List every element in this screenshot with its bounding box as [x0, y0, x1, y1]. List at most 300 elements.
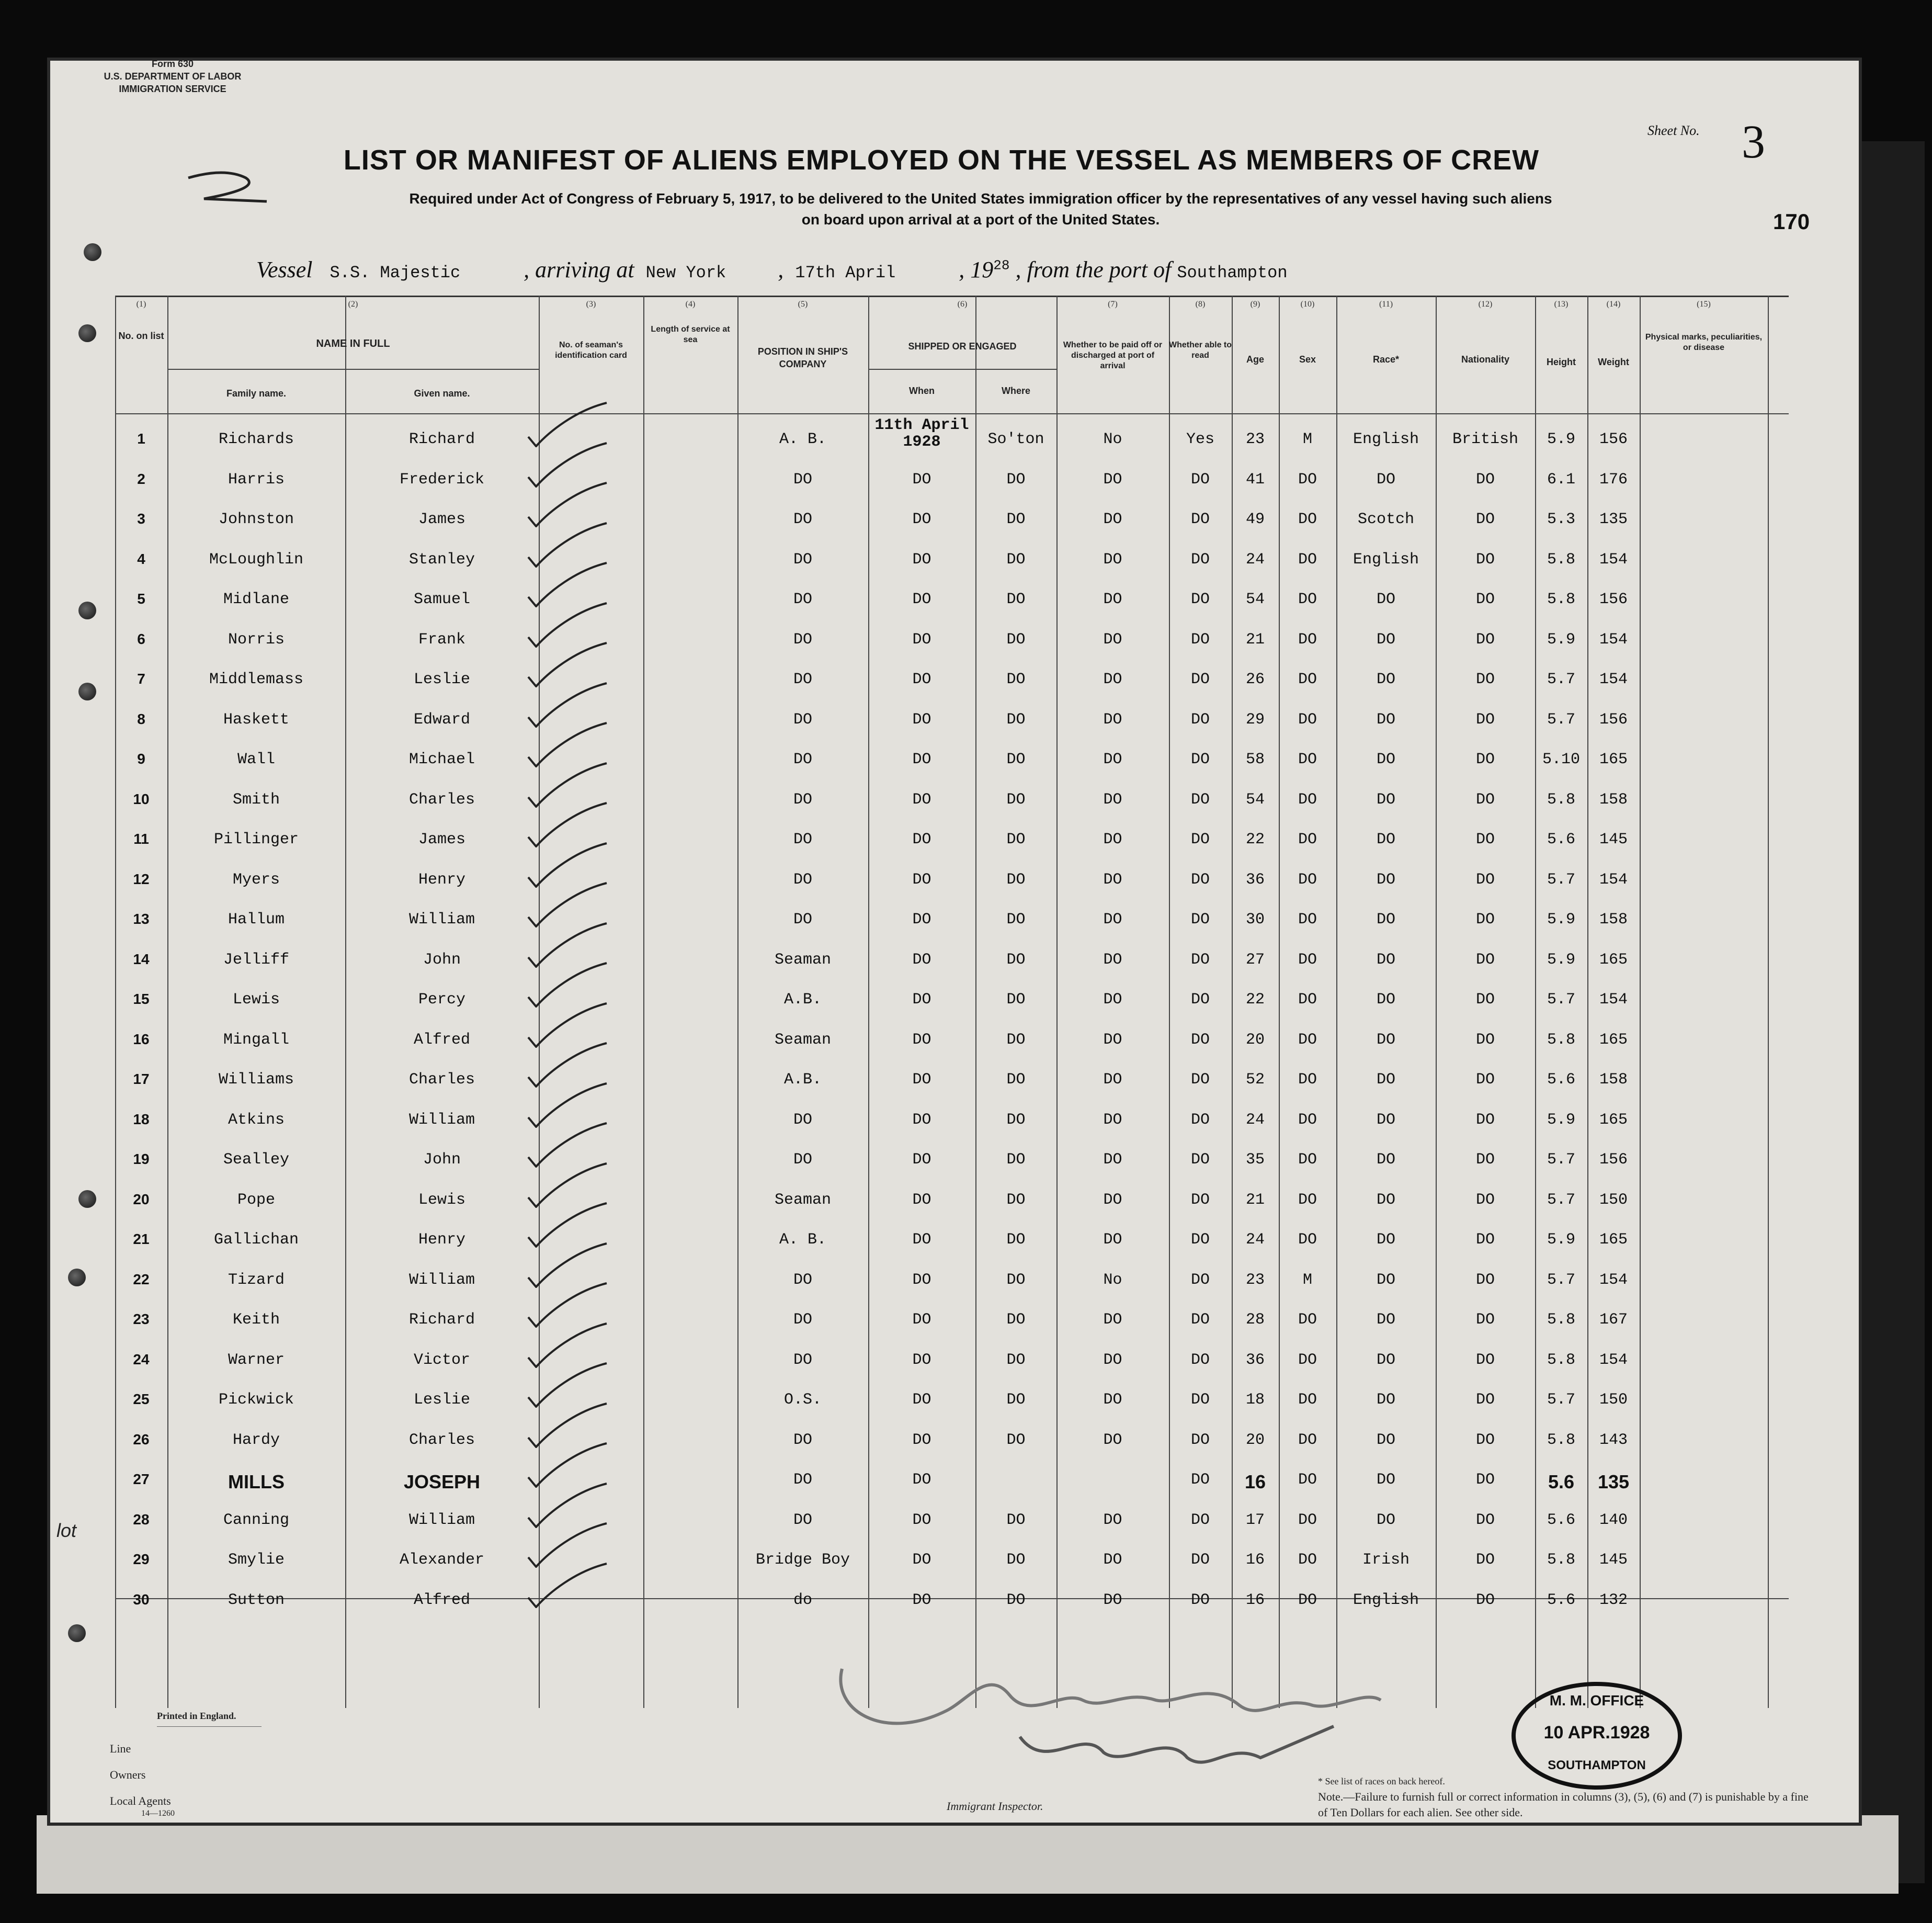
cell-family: Pope	[237, 1191, 275, 1209]
cell-no: 6	[137, 630, 145, 647]
cell-position: Seaman	[774, 1031, 832, 1049]
cell-position: DO	[793, 1511, 812, 1529]
owners-label: Owners	[110, 1768, 146, 1781]
header-race: Race*	[1372, 354, 1400, 365]
table-row	[115, 461, 1789, 501]
cell-when: DO	[912, 1031, 931, 1049]
cell-where: DO	[1006, 710, 1026, 729]
cell-no: 9	[137, 751, 145, 767]
cell-sex: DO	[1298, 1151, 1317, 1169]
cell-read: DO	[1190, 550, 1210, 569]
cell-given: Charles	[408, 1431, 475, 1449]
cell-age: 58	[1245, 751, 1265, 768]
cell-family: Johnston	[218, 511, 294, 528]
cell-paid: DO	[1103, 870, 1122, 889]
table-row	[115, 862, 1789, 901]
header-height: Height	[1547, 357, 1576, 367]
cell-age: 35	[1245, 1151, 1265, 1169]
cell-weight: 156	[1599, 591, 1628, 608]
cell-where: DO	[1006, 911, 1026, 929]
cell-when: 11th April 1928	[874, 416, 969, 451]
cell-height: 5.7	[1547, 991, 1575, 1009]
cell-when: DO	[912, 550, 931, 569]
cell-age: 54	[1245, 591, 1265, 608]
cell-position: DO	[793, 1351, 812, 1369]
binder-hole	[78, 683, 96, 700]
cell-weight: 143	[1599, 1431, 1628, 1449]
cell-when: DO	[912, 911, 931, 929]
cell-when: DO	[912, 1311, 931, 1329]
cell-family: Haskett	[223, 710, 290, 729]
cell-weight: 154	[1599, 991, 1628, 1009]
cell-read: DO	[1190, 1511, 1210, 1529]
cell-position: DO	[793, 630, 812, 649]
arriving-label: , arriving at	[524, 257, 634, 282]
from-port-label: , from the port of	[1015, 257, 1172, 282]
cell-read: DO	[1190, 1551, 1210, 1569]
cell-no: 16	[133, 1031, 150, 1047]
cell-when: DO	[912, 870, 931, 889]
cell-where: DO	[1006, 1271, 1026, 1289]
table-row	[115, 702, 1789, 741]
vessel-name: S.S. Majestic	[329, 263, 461, 282]
cell-weight: 150	[1599, 1391, 1628, 1409]
form-number: Form 630	[151, 59, 194, 69]
header-no: No. on list	[118, 331, 164, 341]
table-row	[115, 782, 1789, 821]
cell-no: 7	[137, 671, 145, 687]
cell-family: Richards	[218, 431, 294, 448]
cell-where: DO	[1006, 870, 1026, 889]
colnum-11: (11)	[1379, 300, 1393, 309]
cell-when: DO	[912, 591, 931, 608]
table-row	[115, 541, 1789, 581]
cell-given: William	[408, 1111, 475, 1129]
table-row	[115, 821, 1789, 861]
binder-hole	[78, 1190, 96, 1208]
cell-where: DO	[1006, 751, 1026, 768]
colnum-13: (13)	[1554, 300, 1569, 309]
cell-sex: DO	[1298, 790, 1317, 809]
cell-paid: DO	[1103, 1231, 1122, 1249]
cell-age: 29	[1245, 710, 1265, 729]
year-label: , 19	[959, 257, 994, 282]
cell-where: DO	[1006, 1151, 1026, 1169]
cell-height: 5.7	[1547, 671, 1575, 688]
cell-race: DO	[1376, 991, 1395, 1009]
cell-sex: M	[1302, 1271, 1312, 1289]
page-subtitle	[262, 188, 1700, 230]
colnum-3: (3)	[586, 300, 596, 309]
header-shipped: SHIPPED OR ENGAGED	[908, 341, 1017, 352]
cell-paid: No	[1103, 1271, 1122, 1289]
office-stamp	[1511, 1682, 1682, 1790]
cell-given: JOSEPH	[403, 1471, 481, 1492]
cell-position: Seaman	[774, 951, 832, 969]
cell-position: A.B.	[783, 1071, 822, 1089]
table-row	[115, 1061, 1789, 1101]
cell-height: 5.7	[1547, 870, 1575, 889]
cell-family: Jelliff	[223, 951, 290, 969]
cell-weight: 156	[1599, 710, 1628, 729]
cell-weight: 154	[1599, 1351, 1628, 1369]
printed-in-label: Printed in England.	[157, 1711, 236, 1721]
cell-where: DO	[1006, 951, 1026, 969]
cell-race: DO	[1376, 1351, 1395, 1369]
cell-height: 5.8	[1547, 591, 1575, 608]
cell-read: DO	[1190, 1191, 1210, 1209]
colnum-6: (6)	[957, 300, 968, 309]
cell-sex: DO	[1298, 630, 1317, 649]
cell-height: 5.6	[1547, 831, 1575, 849]
cell-read: DO	[1190, 1591, 1210, 1609]
cell-no: 30	[133, 1591, 150, 1608]
cell-when: DO	[912, 991, 931, 1009]
cell-paid: DO	[1103, 1111, 1122, 1129]
table-row	[115, 1502, 1789, 1542]
arrival-year: 28	[993, 257, 1010, 274]
table-row	[115, 1102, 1789, 1141]
cell-height: 5.8	[1547, 1431, 1575, 1449]
cell-when: DO	[912, 671, 931, 688]
header-where: Where	[1001, 386, 1030, 396]
cell-when: DO	[912, 1391, 931, 1409]
cell-race: DO	[1376, 591, 1395, 608]
table-row	[115, 1302, 1789, 1341]
cell-paid: DO	[1103, 1071, 1122, 1089]
cell-no: 23	[133, 1311, 150, 1327]
cell-position: DO	[793, 511, 812, 528]
cell-race: English	[1353, 550, 1419, 569]
binder-hole	[78, 602, 96, 619]
stamp-office: M. M. OFFICE	[1549, 1692, 1644, 1709]
cell-weight: 154	[1599, 550, 1628, 569]
cell-given: Charles	[408, 1071, 475, 1089]
cell-paid: DO	[1103, 1551, 1122, 1569]
cell-age: 49	[1245, 511, 1265, 528]
cell-height: 5.7	[1547, 1391, 1575, 1409]
cell-nationality: DO	[1475, 591, 1495, 608]
department-label: U.S. DEPARTMENT OF LABOR	[104, 71, 242, 82]
header-when: When	[909, 386, 935, 396]
cell-where: DO	[1006, 790, 1026, 809]
cell-nationality: DO	[1475, 1431, 1495, 1449]
cell-read: DO	[1190, 1471, 1210, 1489]
cell-paid: DO	[1103, 831, 1122, 849]
cell-when: DO	[912, 790, 931, 809]
cell-paid: DO	[1103, 511, 1122, 528]
cell-race: DO	[1376, 751, 1395, 768]
cell-sex: M	[1302, 431, 1312, 448]
cell-age: 20	[1245, 1031, 1265, 1049]
cell-when: DO	[912, 1351, 931, 1369]
cell-read: DO	[1190, 591, 1210, 608]
cell-age: 22	[1245, 831, 1265, 849]
header-family: Family name.	[226, 388, 287, 399]
table-row	[115, 1221, 1789, 1261]
cell-race: English	[1353, 431, 1419, 448]
cell-paid: DO	[1103, 1311, 1122, 1329]
cell-age: 54	[1245, 790, 1265, 809]
cell-nationality: DO	[1475, 511, 1495, 528]
underlying-page-bottom	[37, 1815, 1899, 1894]
cell-where: DO	[1006, 1511, 1026, 1529]
cell-where: DO	[1006, 1071, 1026, 1089]
cell-position: DO	[793, 911, 812, 929]
cell-race: DO	[1376, 1391, 1395, 1409]
cell-read: DO	[1190, 751, 1210, 768]
cell-no: 21	[133, 1231, 150, 1247]
cell-when: DO	[912, 1151, 931, 1169]
cell-read: DO	[1190, 1231, 1210, 1249]
cell-sex: DO	[1298, 671, 1317, 688]
form-header	[78, 58, 267, 95]
cell-paid: DO	[1103, 710, 1122, 729]
cell-paid: DO	[1103, 630, 1122, 649]
cell-given: Richard	[408, 1311, 475, 1329]
cell-nationality: DO	[1475, 790, 1495, 809]
cell-given: William	[408, 1511, 475, 1529]
cell-paid: DO	[1103, 1431, 1122, 1449]
cell-no: 11	[133, 831, 149, 847]
cell-race: DO	[1376, 671, 1395, 688]
cell-height: 5.9	[1547, 1231, 1575, 1249]
subtitle-line-2: on board upon arrival at a port of the United States.	[801, 211, 1160, 228]
cell-no: 24	[133, 1351, 150, 1367]
colnum-4: (4)	[685, 300, 696, 309]
cell-family: Pickwick	[218, 1391, 294, 1409]
table-row	[115, 1182, 1789, 1221]
cell-age: 17	[1245, 1511, 1265, 1529]
race-footnote: * See list of races on back hereof.	[1318, 1776, 1445, 1786]
checkmark-icon	[518, 1561, 612, 1608]
cell-where: DO	[1006, 470, 1026, 489]
cell-given: Percy	[418, 991, 465, 1009]
cell-sex: DO	[1298, 710, 1317, 729]
vessel-line: Vessel S.S. Majestic , arriving at New York , 17th April , $19^{28}$ , from the port of Southampton	[256, 257, 1288, 282]
cell-weight: 158	[1599, 911, 1628, 929]
cell-position: DO	[793, 470, 812, 489]
cell-weight: 135	[1599, 511, 1628, 528]
cell-nationality: DO	[1475, 991, 1495, 1009]
cell-when: DO	[912, 470, 931, 489]
table-row	[115, 1582, 1789, 1622]
cell-read: DO	[1190, 870, 1210, 889]
cell-nationality: DO	[1475, 1231, 1495, 1249]
cell-where: DO	[1006, 1191, 1026, 1209]
cell-when: DO	[912, 1511, 931, 1529]
form-code: 14—1260	[141, 1809, 175, 1818]
cell-race: English	[1353, 1591, 1419, 1609]
cell-where: DO	[1006, 1591, 1026, 1609]
cell-sex: DO	[1298, 911, 1317, 929]
cell-sex: DO	[1298, 1431, 1317, 1449]
cell-sex: DO	[1298, 1551, 1317, 1569]
table-row	[115, 1462, 1789, 1501]
cell-no: 2	[137, 470, 145, 487]
cell-weight: 132	[1599, 1591, 1628, 1609]
table-row	[115, 501, 1789, 541]
header-nationality: Nationality	[1461, 354, 1509, 365]
cell-height: 5.10	[1542, 751, 1580, 768]
cell-race: DO	[1376, 1511, 1395, 1529]
cell-height: 5.9	[1547, 630, 1575, 649]
colnum-5: (5)	[798, 300, 808, 309]
cell-weight: 165	[1599, 1111, 1628, 1129]
cell-weight: 167	[1599, 1311, 1628, 1329]
cell-family: Hallum	[228, 911, 285, 929]
cell-race: DO	[1376, 470, 1395, 489]
cell-nationality: DO	[1475, 1591, 1495, 1609]
cell-given: Henry	[418, 1231, 465, 1249]
cell-given: Frank	[418, 630, 465, 649]
cell-age: 52	[1245, 1071, 1265, 1089]
cell-read: DO	[1190, 710, 1210, 729]
cell-position: DO	[793, 1431, 812, 1449]
header-card: No. of seaman's identification card	[555, 341, 627, 360]
cell-when: DO	[912, 1231, 931, 1249]
cell-where: DO	[1006, 1031, 1026, 1049]
cell-age: 20	[1245, 1431, 1265, 1449]
colnum-12: (12)	[1478, 300, 1493, 309]
cell-when: DO	[912, 1471, 931, 1489]
cell-position: Seaman	[774, 1191, 832, 1209]
cell-when: DO	[912, 710, 931, 729]
cell-race: DO	[1376, 1111, 1395, 1129]
cell-sex: DO	[1298, 1351, 1317, 1369]
header-paid: Whether to be paid off or discharged at port of arrival	[1063, 341, 1163, 370]
cell-height: 5.7	[1547, 1151, 1575, 1169]
cell-paid: DO	[1103, 951, 1122, 969]
cell-race: DO	[1376, 1151, 1395, 1169]
cell-race: DO	[1376, 1191, 1395, 1209]
colnum-10: (10)	[1300, 300, 1315, 309]
stamp-place: SOUTHAMPTON	[1548, 1758, 1646, 1772]
table-row	[115, 1422, 1789, 1462]
cell-when: DO	[912, 751, 931, 768]
cell-family: Warner	[228, 1351, 285, 1369]
cell-family: MILLS	[228, 1471, 285, 1492]
cell-given: Alfred	[413, 1031, 471, 1049]
cell-read: DO	[1190, 1311, 1210, 1329]
cell-when: DO	[912, 831, 931, 849]
cell-when: DO	[912, 630, 931, 649]
cell-nationality: British	[1452, 431, 1519, 448]
cell-no: 3	[137, 511, 145, 527]
cell-age: 41	[1245, 470, 1265, 489]
arrival-date: 17th April	[795, 263, 896, 282]
cell-family: Canning	[223, 1511, 290, 1529]
inspector-signature	[811, 1648, 1438, 1784]
cell-age: 26	[1245, 671, 1265, 688]
cell-nationality: DO	[1475, 1151, 1495, 1169]
header-marks: Physical marks, peculiarities, or disease	[1645, 333, 1763, 352]
cell-given: John	[423, 951, 461, 969]
cell-family: Williams	[218, 1071, 294, 1089]
cell-race: DO	[1376, 1311, 1395, 1329]
cell-height: 5.8	[1547, 1351, 1575, 1369]
cell-given: Alfred	[413, 1591, 471, 1609]
cell-given: Frederick	[399, 470, 485, 489]
cell-family: Midlane	[223, 591, 290, 608]
cell-position: DO	[793, 671, 812, 688]
cell-position: DO	[793, 751, 812, 768]
cell-paid: DO	[1103, 591, 1122, 608]
cell-age: 24	[1245, 550, 1265, 569]
cell-no: 29	[133, 1551, 150, 1567]
margin-2-mark	[183, 167, 272, 209]
cell-given: Alexander	[399, 1551, 485, 1569]
cell-weight: 165	[1599, 751, 1628, 768]
cell-age: 27	[1245, 951, 1265, 969]
cell-nationality: DO	[1475, 1071, 1495, 1089]
table-row	[115, 901, 1789, 941]
cell-paid: DO	[1103, 1031, 1122, 1049]
cell-paid: DO	[1103, 550, 1122, 569]
cell-given: James	[418, 831, 465, 849]
cell-sex: DO	[1298, 591, 1317, 608]
header-read: Whether able to read	[1169, 341, 1232, 360]
cell-sex: DO	[1298, 470, 1317, 489]
cell-race: DO	[1376, 1071, 1395, 1089]
cell-nationality: DO	[1475, 630, 1495, 649]
cell-weight: 165	[1599, 1231, 1628, 1249]
cell-read: DO	[1190, 1031, 1210, 1049]
cell-paid: No	[1103, 431, 1122, 448]
cell-age: 30	[1245, 911, 1265, 929]
sheet-number: 3	[1742, 116, 1765, 168]
cell-given: Victor	[413, 1351, 471, 1369]
colnum-1: (1)	[136, 300, 146, 309]
cell-nationality: DO	[1475, 870, 1495, 889]
cell-read: DO	[1190, 511, 1210, 528]
cell-given: Michael	[408, 751, 475, 768]
cell-read: DO	[1190, 831, 1210, 849]
cell-sex: DO	[1298, 751, 1317, 768]
cell-family: Sealley	[223, 1151, 290, 1169]
cell-no: 22	[133, 1271, 150, 1287]
cell-weight: 165	[1599, 951, 1628, 969]
cell-family: Wall	[237, 751, 275, 768]
colnum-8: (8)	[1195, 300, 1206, 309]
cell-sex: DO	[1298, 1391, 1317, 1409]
cell-paid: DO	[1103, 1391, 1122, 1409]
cell-family: Tizard	[228, 1271, 285, 1289]
cell-when: DO	[912, 1071, 931, 1089]
table-row	[115, 942, 1789, 981]
cell-nationality: DO	[1475, 1551, 1495, 1569]
cell-position: DO	[793, 1471, 812, 1489]
cell-no: 5	[137, 591, 145, 607]
cell-position: DO	[793, 831, 812, 849]
service-label: IMMIGRATION SERVICE	[119, 84, 226, 94]
cell-height: 5.6	[1547, 1511, 1575, 1529]
header-bottom-line	[115, 413, 1789, 414]
cell-given: Charles	[408, 790, 475, 809]
cell-position: DO	[793, 1311, 812, 1329]
cell-race: DO	[1376, 831, 1395, 849]
cell-race: DO	[1376, 1031, 1395, 1049]
cell-position: DO	[793, 790, 812, 809]
binder-hole	[68, 1269, 86, 1286]
cell-sex: DO	[1298, 1111, 1317, 1129]
cell-paid: DO	[1103, 991, 1122, 1009]
cell-paid: DO	[1103, 1511, 1122, 1529]
cell-when: DO	[912, 1271, 931, 1289]
cell-sex: DO	[1298, 1191, 1317, 1209]
cell-height: 5.9	[1547, 911, 1575, 929]
cell-nationality: DO	[1475, 1391, 1495, 1409]
